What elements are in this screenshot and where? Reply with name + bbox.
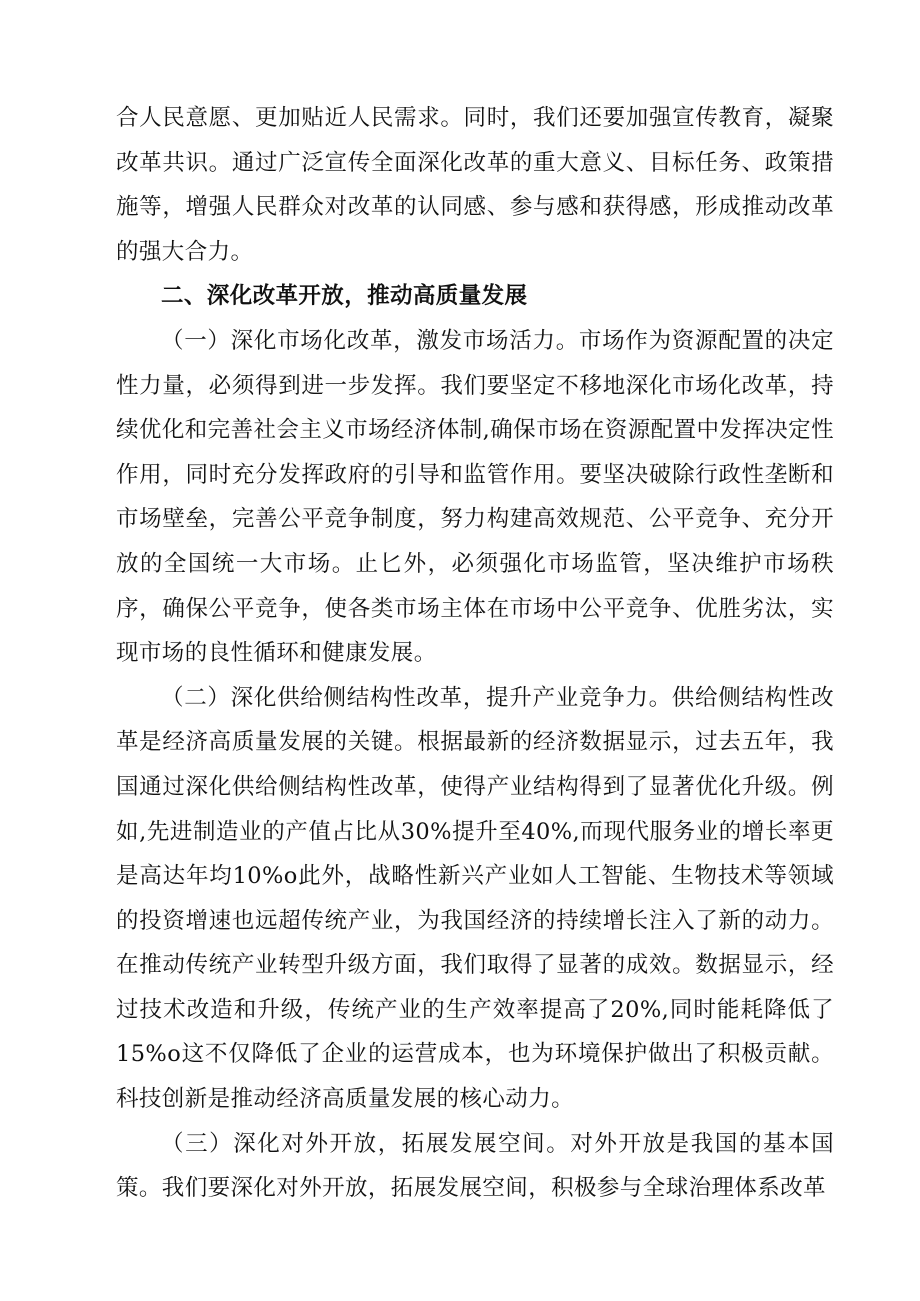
- paragraph-supply-side-reform: （二）深化供给侧结构性改革，提升产业竞争力。供给侧结构性改革是经济高质量发展的关键。根据最新的经济数据显示，过去五年，我国通过深化供给侧结构性改革，使得产业结构得到了显著优化升级。例如,先进制造业的产值占比从30%提升至40%,而现代服务业的增长率更是高达年均10%o此外，战略性新兴产业如人工智能、生物技术等领域的投资增速也远超传统产业，为我国经济的持续增长注入了新的动力。在推动传统产业转型升级方面，我们取得了显著的成效。数据显示，经过技术改造和升级，传统产业的生产效率提高了20%,同时能耗降低了15%o这不仅降低了企业的运营成本，也为环境保护做出了积极贡献。科技创新是推动经济高质量发展的核心动力。: [116, 684, 834, 1113]
- section-heading: 二、深化改革开放，推动高质量发展: [161, 283, 528, 310]
- document-page: [116, 96, 834, 1211]
- paragraph-market-reform: （一）深化市场化改革，激发市场活力。市场作为资源配置的决定性力量，必须得到进一步发挥。我们要坚定不移地深化市场化改革，持续优化和完善社会主义市场经济体制,确保市场在资源配置中发挥决定性作用，同时充分发挥政府的引导和监管作用。要坚决破除行政性垄断和市场壁垒，完善公平竞争制度，努力构建高效规范、公平竞争、充分开放的全国统一大市场。止匕外，必须强化市场监管，坚决维护市场秩序，确保公平竞争，使各类市场主体在市场中公平竞争、优胜劣汰，实现市场的良性循环和健康发展。: [116, 327, 834, 667]
- paragraph-opening-up: （三）深化对外开放，拓展发展空间。对外开放是我国的基本国策。我们要深化对外开放，拓展发展空间，积极参与全球治理体系改革: [116, 1130, 834, 1202]
- paragraph-intro-continuation: 合人民意愿、更加贴近人民需求。同时，我们还要加强宣传教育，凝聚改革共识。通过广泛宣传全面深化改革的重大意义、目标任务、政策措施等，增强人民群众对改革的认同感、参与感和获得感，形成推动改革的强大合力。: [116, 105, 834, 265]
